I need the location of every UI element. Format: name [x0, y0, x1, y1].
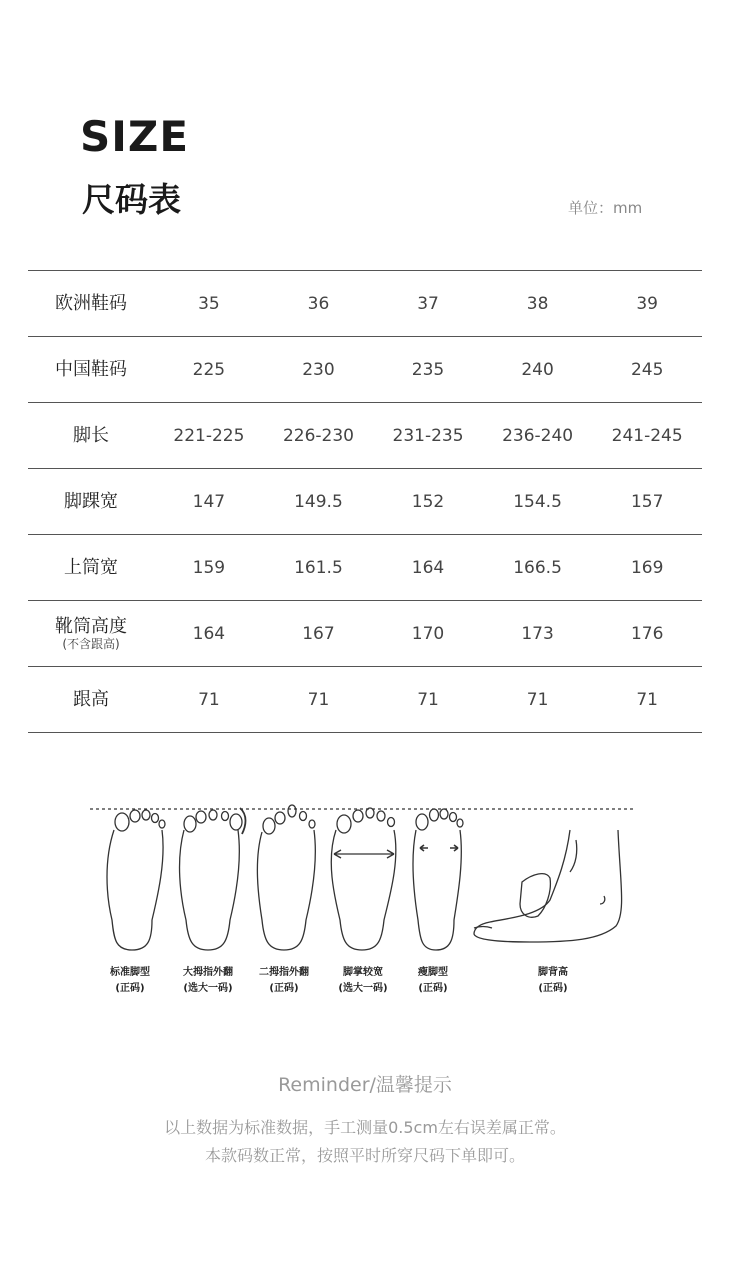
table-cell: 170	[373, 601, 483, 667]
table-cell: 39	[592, 271, 702, 337]
table-row	[28, 535, 702, 601]
row-label	[28, 271, 154, 337]
standard-foot-icon	[107, 810, 165, 950]
table-cell: 226-230	[264, 403, 374, 469]
foot-type-name: 瘦脚型	[418, 967, 448, 978]
row-label-text: 跟高	[73, 688, 110, 710]
row-label-text: 中国鞋码	[55, 358, 128, 380]
size-table	[28, 270, 702, 733]
table-cell: 225	[154, 337, 264, 403]
page-title-cn: 尺码表	[82, 180, 181, 219]
table-cell: 176	[592, 601, 702, 667]
table-cell: 152	[373, 469, 483, 535]
table-cell: 37	[373, 271, 483, 337]
foot-type-note: (正码)	[269, 983, 299, 994]
row-label-text: 靴筒高度	[55, 615, 128, 637]
row-label-text: 上筒宽	[64, 556, 119, 578]
table-row	[28, 469, 702, 535]
table-cell: 71	[264, 667, 374, 733]
table-cell: 166.5	[483, 535, 593, 601]
table-cell: 154.5	[483, 469, 593, 535]
table-cell: 71	[592, 667, 702, 733]
foot-type-caption	[239, 965, 329, 997]
table-cell: 71	[483, 667, 593, 733]
table-cell: 231-235	[373, 403, 483, 469]
foot-type-caption	[85, 965, 175, 997]
table-cell: 241-245	[592, 403, 702, 469]
table-row	[28, 337, 702, 403]
table-cell: 230	[264, 337, 374, 403]
table-cell: 161.5	[264, 535, 374, 601]
table-cell: 173	[483, 601, 593, 667]
table-row	[28, 271, 702, 337]
page-title-en: SIZE	[80, 112, 190, 161]
table-cell: 149.5	[264, 469, 374, 535]
table-cell: 159	[154, 535, 264, 601]
row-label	[28, 601, 154, 667]
foot-type-note: (正码)	[115, 983, 145, 994]
row-label	[28, 337, 154, 403]
table-cell: 169	[592, 535, 702, 601]
table-cell: 157	[592, 469, 702, 535]
foot-type-caption	[508, 965, 598, 997]
table-cell: 71	[154, 667, 264, 733]
foot-type-note: (正码)	[418, 983, 448, 994]
table-cell: 35	[154, 271, 264, 337]
row-sub-label: (不含跟高)	[62, 636, 120, 651]
row-label	[28, 403, 154, 469]
foot-type-name: 脚背高	[538, 967, 568, 978]
table-cell: 221-225	[154, 403, 264, 469]
table-cell: 236-240	[483, 403, 593, 469]
foot-type-name: 二拇指外翻	[259, 967, 309, 978]
table-cell: 164	[373, 535, 483, 601]
high-instep-foot-icon	[474, 830, 622, 942]
row-label	[28, 667, 154, 733]
table-row	[28, 601, 702, 667]
row-label	[28, 535, 154, 601]
row-label-text: 脚踝宽	[64, 490, 119, 512]
slim-foot-icon	[413, 809, 463, 950]
table-cell: 164	[154, 601, 264, 667]
wide-foot-icon	[331, 808, 396, 950]
foot-type-note: (选大一码)	[183, 983, 233, 994]
foot-type-name: 标准脚型	[110, 967, 150, 978]
table-cell: 240	[483, 337, 593, 403]
row-label	[28, 469, 154, 535]
reminder-title: Reminder/温馨提示	[278, 1074, 452, 1096]
foot-type-note: (选大一码)	[338, 983, 388, 994]
row-label-text: 脚长	[73, 424, 110, 446]
table-row	[28, 667, 702, 733]
table-cell: 167	[264, 601, 374, 667]
table-cell: 235	[373, 337, 483, 403]
foot-type-name: 脚掌较宽	[343, 967, 383, 978]
reminder-line-2: 本款码数正常，按照平时所穿尺码下单即可。	[204, 1146, 525, 1165]
table-row	[28, 403, 702, 469]
foot-type-caption	[388, 965, 478, 997]
unit-label: 单位：mm	[568, 199, 643, 217]
reminder-line-1: 以上数据为标准数据，手工测量0.5cm左右误差属正常。	[164, 1118, 566, 1137]
foot-type-name: 大拇指外翻	[183, 967, 233, 978]
foot-type-note: (正码)	[538, 983, 568, 994]
second-toe-valgus-foot-icon	[257, 805, 315, 950]
row-label-text: 欧洲鞋码	[55, 292, 128, 314]
table-cell: 245	[592, 337, 702, 403]
table-cell: 71	[373, 667, 483, 733]
table-cell: 147	[154, 469, 264, 535]
table-cell: 38	[483, 271, 593, 337]
table-cell: 36	[264, 271, 374, 337]
big-toe-valgus-foot-icon	[180, 808, 246, 950]
